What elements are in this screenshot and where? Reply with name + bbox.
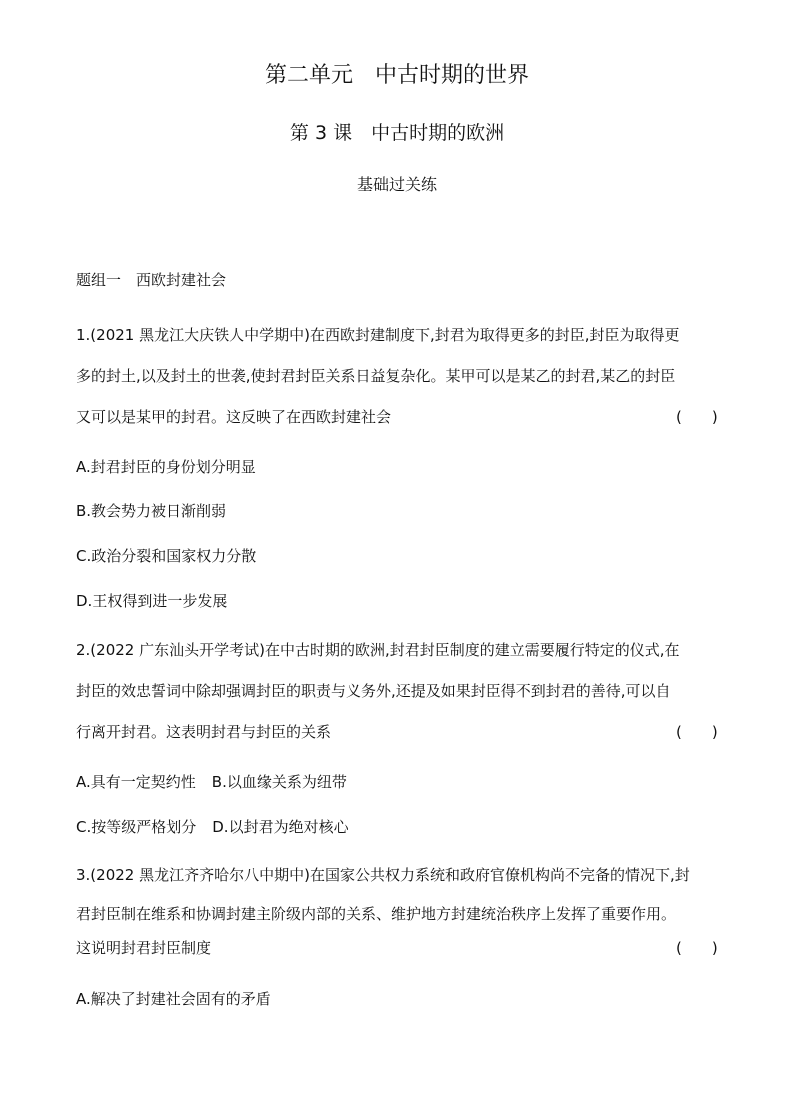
question-group-title: 题组一 西欧封建社会 <box>76 271 227 289</box>
option-a: A.具有一定契约性 <box>76 773 196 791</box>
question-line: 多的封土,以及封土的世袭,使封君封臣关系日益复杂化。某甲可以是某乙的封君,某乙的封臣 <box>76 367 676 385</box>
option-d: D.以封君为绝对核心 <box>212 818 349 836</box>
option-d: D.王权得到进一步发展 <box>76 592 228 610</box>
option-b: B.以血缘关系为纽带 <box>211 773 347 791</box>
option-a: A.封君封臣的身份划分明显 <box>76 458 256 476</box>
answer-bracket: ( ) <box>676 939 718 957</box>
question-line: 又可以是某甲的封君。这反映了在西欧封建社会 <box>76 408 392 426</box>
unit-title: 第二单元 中古时期的世界 <box>264 63 529 88</box>
option-row-cd <box>76 816 349 837</box>
question-line: 1.(2021 黑龙江大庆铁人中学期中)在西欧封建制度下,封君为取得更多的封臣,封臣为取得更 <box>76 326 680 344</box>
answer-bracket: ( ) <box>676 408 718 426</box>
lesson-title: 第 3 课 中古时期的欧洲 <box>289 122 505 144</box>
question-line: 行离开封君。这表明封君与封臣的关系 <box>76 723 332 741</box>
question-line: 封臣的效忠誓词中除却强调封臣的职责与义务外,还提及如果封臣得不到封君的善待,可以自 <box>76 682 671 700</box>
question-line: 3.(2022 黑龙江齐齐哈尔八中期中)在国家公共权力系统和政府官僚机构尚不完备的情况下,封 <box>76 866 690 884</box>
option-b: B.教会势力被日渐削弱 <box>76 502 227 520</box>
answer-bracket: ( ) <box>676 723 718 741</box>
question-line: 君封臣制在维系和协调封建主阶级内部的关系、维护地方封建统治秩序上发挥了重要作用。 <box>76 905 677 923</box>
option-c: C.政治分裂和国家权力分散 <box>76 547 257 565</box>
option-c: C.按等级严格划分 <box>76 818 197 836</box>
section-title: 基础过关练 <box>356 175 437 194</box>
option-row-ab <box>76 771 347 792</box>
question-line: 2.(2022 广东汕头开学考试)在中古时期的欧洲,封君封臣制度的建立需要履行特定的仪式,在 <box>76 641 680 659</box>
question-line: 这说明封君封臣制度 <box>76 939 212 957</box>
option-a: A.解决了封建社会固有的矛盾 <box>76 990 271 1008</box>
